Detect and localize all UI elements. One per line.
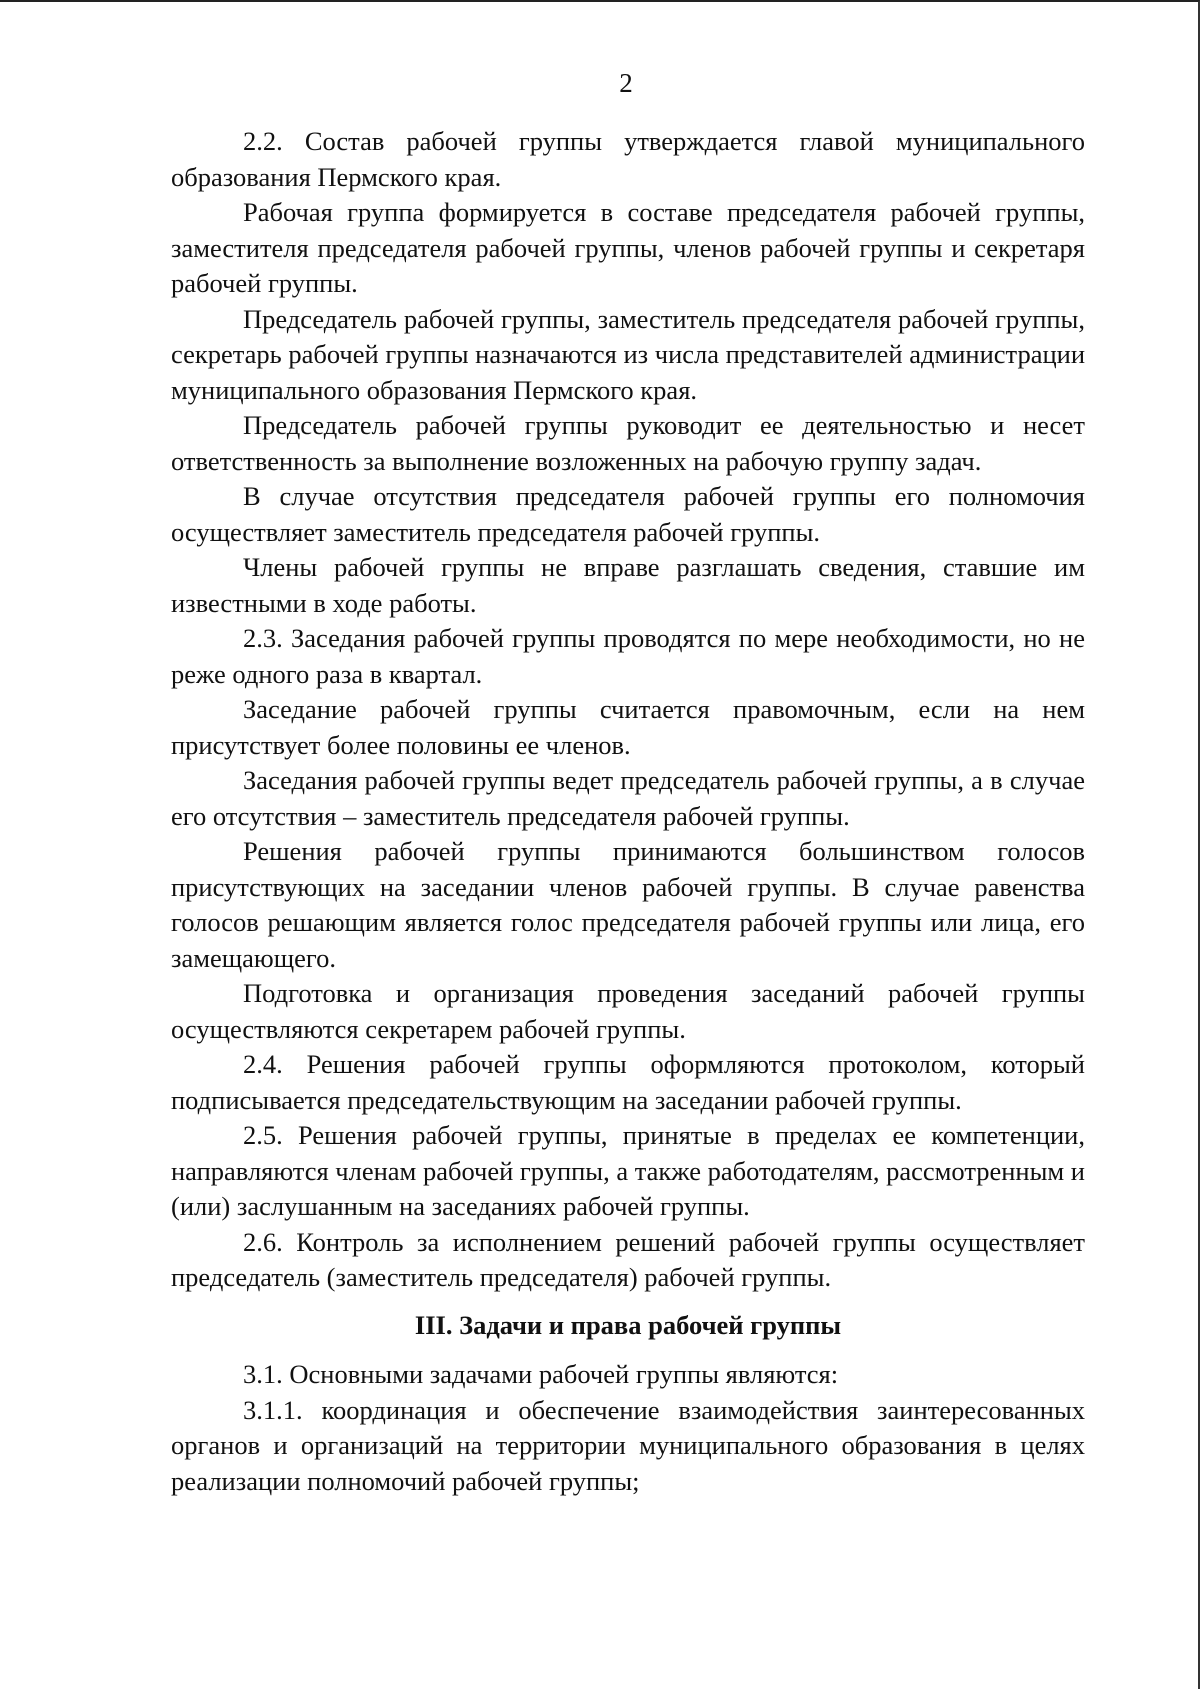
paragraph-voting: Решения рабочей группы принимаются большинством голосов присутствующих на заседании членов рабочей группы. В случае равенства голосов решающим является голос председателя рабочей группы или лица, его замещающего. [171,836,1085,973]
page-number: 2 [619,68,633,98]
paragraph-2-3: 2.3. Заседания рабочей группы проводятся по мере необходимости, но не реже одного раза в квартал. [171,623,1085,689]
paragraph-meeting-chair: Заседания рабочей группы ведет председатель рабочей группы, а в случае его отсутствия – заместитель председателя рабочей группы. [171,765,1085,831]
paragraph-3-1-1: 3.1.1. координация и обеспечение взаимодействия заинтересованных органов и организаций на территории муниципального образования в целях реализации полномочий рабочей группы; [171,1394,1085,1496]
paragraph-quorum: Заседание рабочей группы считается правомочным, если на нем присутствует более половины ее членов. [171,694,1085,760]
paragraph-chair-responsibility: Председатель рабочей группы руководит ее деятельностью и несет ответственность за выполнение возложенных на рабочую группу задач. [171,410,1085,476]
paragraph-2-5: 2.5. Решения рабочей группы, принятые в пределах ее компетенции, направляются членам рабочей группы, а также работодателям, рассмотренным и (или) заслушанным на заседаниях рабочей группы. [171,1120,1085,1221]
document-body [171,124,1085,1499]
paragraph-2-4: 2.4. Решения рабочей группы оформляются протоколом, который подписывается председательствующим на заседании рабочей группы. [171,1049,1085,1115]
paragraph-confidentiality: Члены рабочей группы не вправе разглашать сведения, ставшие им известными в ходе работы. [171,552,1085,618]
paragraph-group-composition: Рабочая группа формируется в составе председателя рабочей группы, заместителя председателя рабочей группы, членов рабочей группы и секретаря рабочей группы. [171,197,1085,298]
section-3-heading: III. Задачи и права рабочей группы [414,1309,842,1340]
paragraph-appointment: Председатель рабочей группы, заместитель председателя рабочей группы, секретарь рабочей группы назначаются из числа представителей администрации муниципального образования Пермского края. [171,303,1085,405]
paragraph-2-6: 2.6. Контроль за исполнением решений рабочей группы осуществляет председатель (заместитель председателя) рабочей группы. [171,1226,1085,1292]
paragraph-secretary: Подготовка и организация проведения заседаний рабочей группы осуществляются секретарем рабочей группы. [171,978,1085,1044]
paragraph-chair-absence: В случае отсутствия председателя рабочей группы его полномочия осуществляет заместитель председателя рабочей группы. [171,481,1085,547]
paragraph-3-1: 3.1. Основными задачами рабочей группы являются: [243,1359,839,1389]
paragraph-2-2: 2.2. Состав рабочей группы утверждается главой муниципального образования Пермского края. [171,126,1085,192]
